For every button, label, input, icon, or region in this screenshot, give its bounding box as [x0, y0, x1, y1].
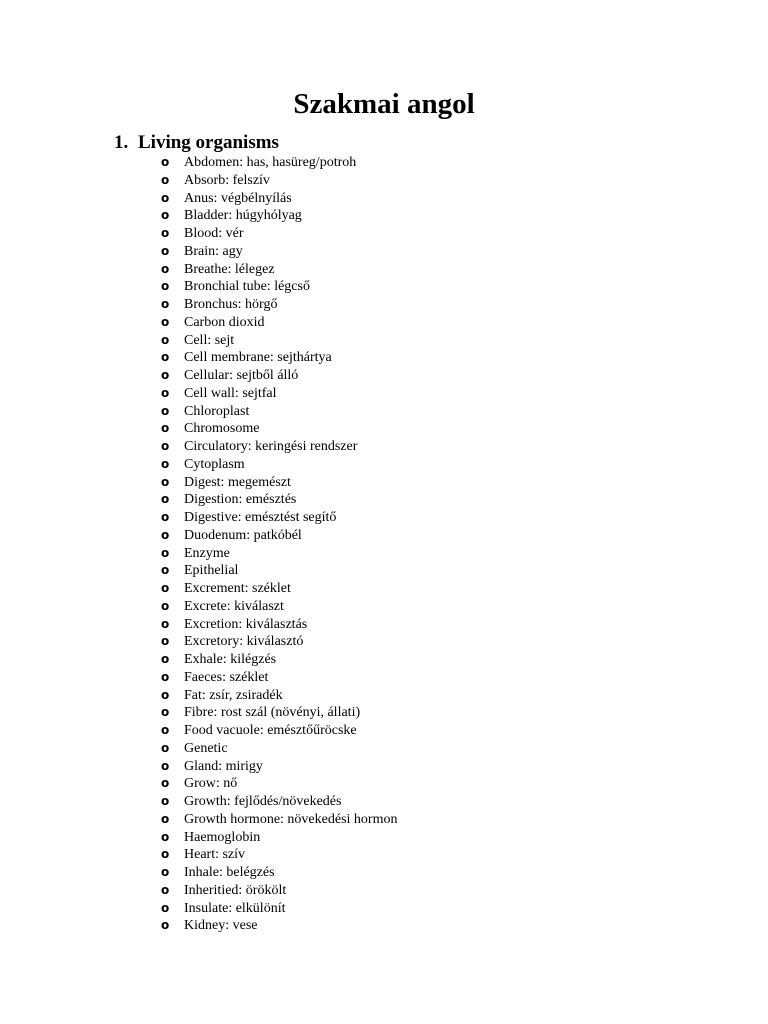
- list-item-text: Digestion: emésztés: [184, 492, 297, 508]
- list-item-text: Inheritied: örökölt: [184, 882, 287, 898]
- hollow-circle-bullet-icon: o: [161, 190, 170, 205]
- list-item-text: Food vacuole: emésztőűröcske: [184, 723, 357, 738]
- list-item-text: Kidney: vese: [184, 918, 258, 934]
- hollow-circle-bullet-icon: o: [161, 829, 170, 844]
- list-item-text: Excrement: széklet: [184, 581, 291, 596]
- hollow-circle-bullet-icon: o: [161, 421, 170, 436]
- hollow-circle-bullet-icon: o: [161, 918, 170, 933]
- hollow-circle-bullet-icon: o: [161, 616, 170, 631]
- list-item-text: Cell membrane: sejthártya: [184, 350, 332, 366]
- hollow-circle-bullet-icon: o: [161, 243, 170, 258]
- list-item-text: Inhale: belégzés: [184, 865, 275, 880]
- list-item-text: Brain: agy: [184, 243, 243, 259]
- hollow-circle-bullet-icon: o: [161, 900, 170, 915]
- hollow-circle-bullet-icon: o: [161, 297, 170, 311]
- hollow-circle-bullet-icon: o: [161, 456, 170, 471]
- hollow-circle-bullet-icon: o: [161, 794, 170, 808]
- list-item-text: Bronchus: hörgő: [184, 297, 278, 312]
- hollow-circle-bullet-icon: o: [161, 510, 170, 524]
- hollow-circle-bullet-icon: o: [161, 350, 170, 365]
- list-item-text: Growth: fejlődés/növekedés: [184, 794, 342, 809]
- list-item-text: Digestive: emésztést segítő: [184, 510, 337, 525]
- hollow-circle-bullet-icon: o: [161, 865, 170, 879]
- section-heading: [114, 130, 279, 156]
- list-item-text: Chromosome: [184, 421, 260, 437]
- hollow-circle-bullet-icon: o: [161, 581, 170, 595]
- list-item-text: Digest: megemészt: [184, 474, 291, 490]
- hollow-circle-bullet-icon: o: [161, 155, 170, 169]
- hollow-circle-bullet-icon: o: [161, 705, 170, 720]
- section-number: 1.: [114, 132, 129, 153]
- list-item-text: Chloroplast: [184, 403, 250, 419]
- list-item-text: Bronchial tube: légcső: [184, 279, 310, 295]
- list-item-text: Bladder: húgyhólyag: [184, 208, 302, 224]
- hollow-circle-bullet-icon: o: [161, 474, 170, 489]
- list-item-text: Epithelial: [184, 563, 239, 579]
- list-item-text: Insulate: elkülönít: [184, 900, 286, 916]
- list-item-text: Genetic: [184, 740, 228, 756]
- hollow-circle-bullet-icon: o: [161, 279, 170, 294]
- hollow-circle-bullet-icon: o: [161, 527, 170, 542]
- list-item-text: Circulatory: keringési rendszer: [184, 439, 358, 454]
- hollow-circle-bullet-icon: o: [161, 492, 170, 507]
- list-item-text: Grow: nő: [184, 776, 238, 792]
- hollow-circle-bullet-icon: o: [161, 563, 170, 578]
- list-item-text: Duodenum: patkóbél: [184, 527, 302, 543]
- hollow-circle-bullet-icon: o: [161, 172, 170, 187]
- list-item-text: Excretory: kiválasztó: [184, 634, 304, 650]
- list-item-text: Blood: vér: [184, 226, 244, 241]
- hollow-circle-bullet-icon: o: [161, 226, 170, 240]
- document-title: Szakmai angol: [293, 88, 475, 120]
- list-item-text: Absorb: felszív: [184, 172, 270, 188]
- hollow-circle-bullet-icon: o: [161, 847, 170, 862]
- list-item-text: Cytoplasm: [184, 456, 245, 472]
- list-item-text: Excretion: kiválasztás: [184, 616, 308, 632]
- list-item-text: Carbon dioxid: [184, 314, 265, 330]
- hollow-circle-bullet-icon: o: [161, 332, 170, 347]
- list-item-text: Faeces: széklet: [184, 669, 269, 685]
- list-item-text: Enzyme: [184, 545, 230, 561]
- hollow-circle-bullet-icon: o: [161, 740, 170, 755]
- list-item-text: Breathe: lélegez: [184, 261, 275, 277]
- hollow-circle-bullet-icon: o: [161, 439, 170, 453]
- list-item-text: Gland: mirigy: [184, 758, 263, 774]
- list-item-text: Abdomen: has, hasüreg/potroh: [184, 155, 357, 170]
- hollow-circle-bullet-icon: o: [161, 758, 170, 773]
- list-item-text: Cellular: sejtből álló: [184, 368, 299, 383]
- hollow-circle-bullet-icon: o: [161, 669, 170, 684]
- hollow-circle-bullet-icon: o: [161, 403, 170, 418]
- section-title: Living organisms: [138, 132, 279, 153]
- list-item-text: Fibre: rost szál (növényi, állati): [184, 705, 361, 721]
- hollow-circle-bullet-icon: o: [161, 652, 170, 666]
- hollow-circle-bullet-icon: o: [161, 261, 170, 276]
- hollow-circle-bullet-icon: o: [161, 545, 170, 560]
- hollow-circle-bullet-icon: o: [161, 368, 170, 382]
- list-item-text: Exhale: kilégzés: [184, 652, 277, 667]
- hollow-circle-bullet-icon: o: [161, 208, 170, 223]
- list-item-text: Excrete: kiválaszt: [184, 598, 284, 614]
- hollow-circle-bullet-icon: o: [161, 882, 170, 897]
- list-item-text: Cell: sejt: [184, 332, 235, 348]
- hollow-circle-bullet-icon: o: [161, 811, 170, 826]
- list-item-text: Cell wall: sejtfal: [184, 385, 277, 401]
- hollow-circle-bullet-icon: o: [161, 385, 170, 400]
- list-item-text: Haemoglobin: [184, 829, 261, 845]
- hollow-circle-bullet-icon: o: [161, 314, 170, 329]
- list-item-text: Fat: zsír, zsiradék: [184, 687, 283, 703]
- hollow-circle-bullet-icon: o: [161, 634, 170, 649]
- hollow-circle-bullet-icon: o: [161, 723, 170, 737]
- list-item-text: Anus: végbélnyílás: [184, 190, 292, 206]
- hollow-circle-bullet-icon: o: [161, 687, 170, 702]
- hollow-circle-bullet-icon: o: [161, 598, 170, 613]
- list-item-text: Heart: szív: [184, 847, 246, 863]
- list-item-text: Growth hormone: növekedési hormon: [184, 811, 398, 827]
- hollow-circle-bullet-icon: o: [161, 776, 170, 791]
